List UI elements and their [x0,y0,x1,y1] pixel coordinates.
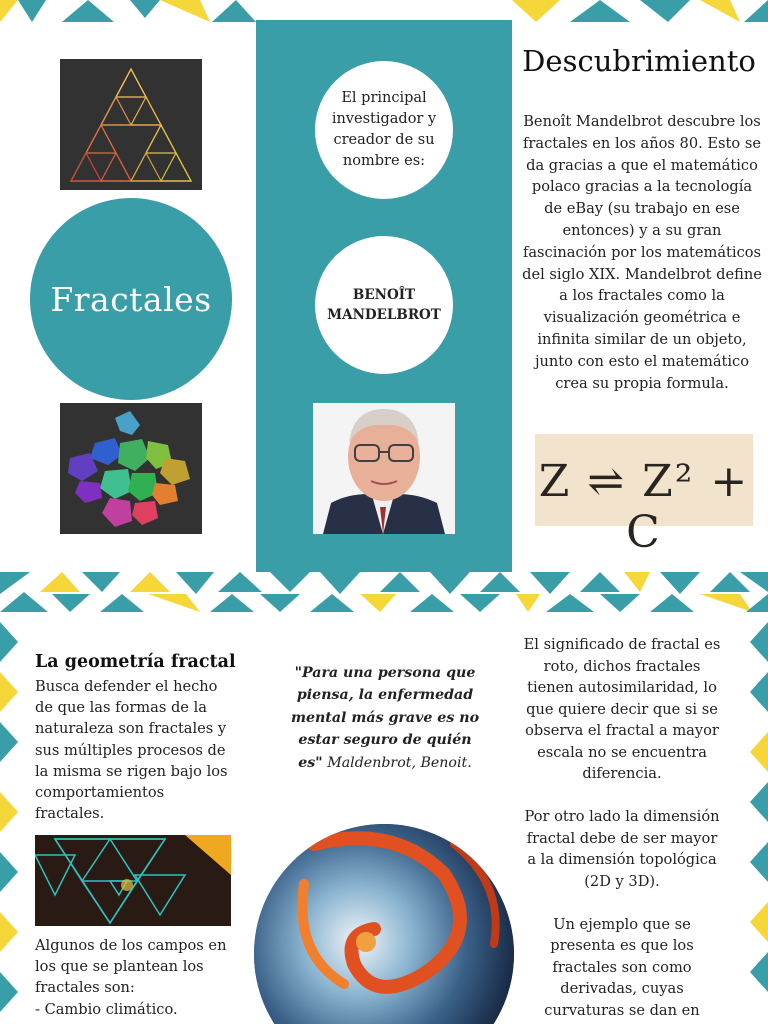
middle-decorative-band [0,572,768,612]
fractales-title-circle [30,198,232,400]
campos-intro: Algunos de los campos en los que se plantean los fractales son: [35,937,227,997]
top-decorative-band [0,0,768,22]
geometria-fractal-title: La geometría fractal [35,652,236,672]
campos-list [35,935,235,1020]
investigator-circle [315,61,453,199]
significado-paragraph: El significado de fractal es roto, dichos fractales tienen autosimilaridad, lo que quiere decir que si se observa el fractal a mayor escala no se encuentra diferencia. Por otro lado la dimensión fractal debe de ser mayor a la dimensión topológica (2D y 3D). Un ejemplo que se presenta es que los fractales son como derivadas, cuyas curvaturas se dan en [523,636,721,1019]
benoit-mandelbrot-portrait [313,403,455,534]
fractales-title: Fractales [50,279,212,319]
quote-author: Maldenbrot, Benoit. [322,754,472,771]
mandelbrot-name: BENOÎT MANDELBROT [327,287,441,323]
mandelbrot-spiral-image [254,824,514,1024]
left-decorative-strip [0,612,18,1024]
right-decorative-strip [750,612,768,1024]
quote-text: "Para una persona que piensa, la enfermedad mental más grave es no estar seguro de quién es" [290,665,480,771]
colorful-fractal-image [60,403,202,534]
formula-image [535,434,753,558]
descubrimiento-title: Descubrimiento [522,44,756,78]
investigator-text: El principal investigador y creador de su nombre es: [331,90,437,169]
formula-text: Z ⇌ Z² + C [538,456,750,558]
descubrimiento-paragraph: Benoît Mandelbrot descubre los fractales en los años 80. Esto se da gracias a que el matemático polaco gracias a la tecnología de eBay (su trabajo en ese entonces) y a su gran fascinación por los matemáticos del siglo XIX. Mandelbrot define a los fractales como la visualización geométrica e infinita similar de un objeto, junto con esto el matemático crea su propia formula. [522,113,762,392]
mandelbrot-quote [290,662,480,774]
sierpinski-triangle-image [60,59,202,190]
campos-item: - Cambio climático. [35,1000,178,1018]
name-circle [315,236,453,374]
fractal-triangles-image [35,835,231,926]
geometria-fractal-paragraph: Busca defender el hecho de que las formas de la naturaleza son fractales y sus múltiples procesos de la misma se rigen bajo los comportamientos fractales. [35,678,228,823]
